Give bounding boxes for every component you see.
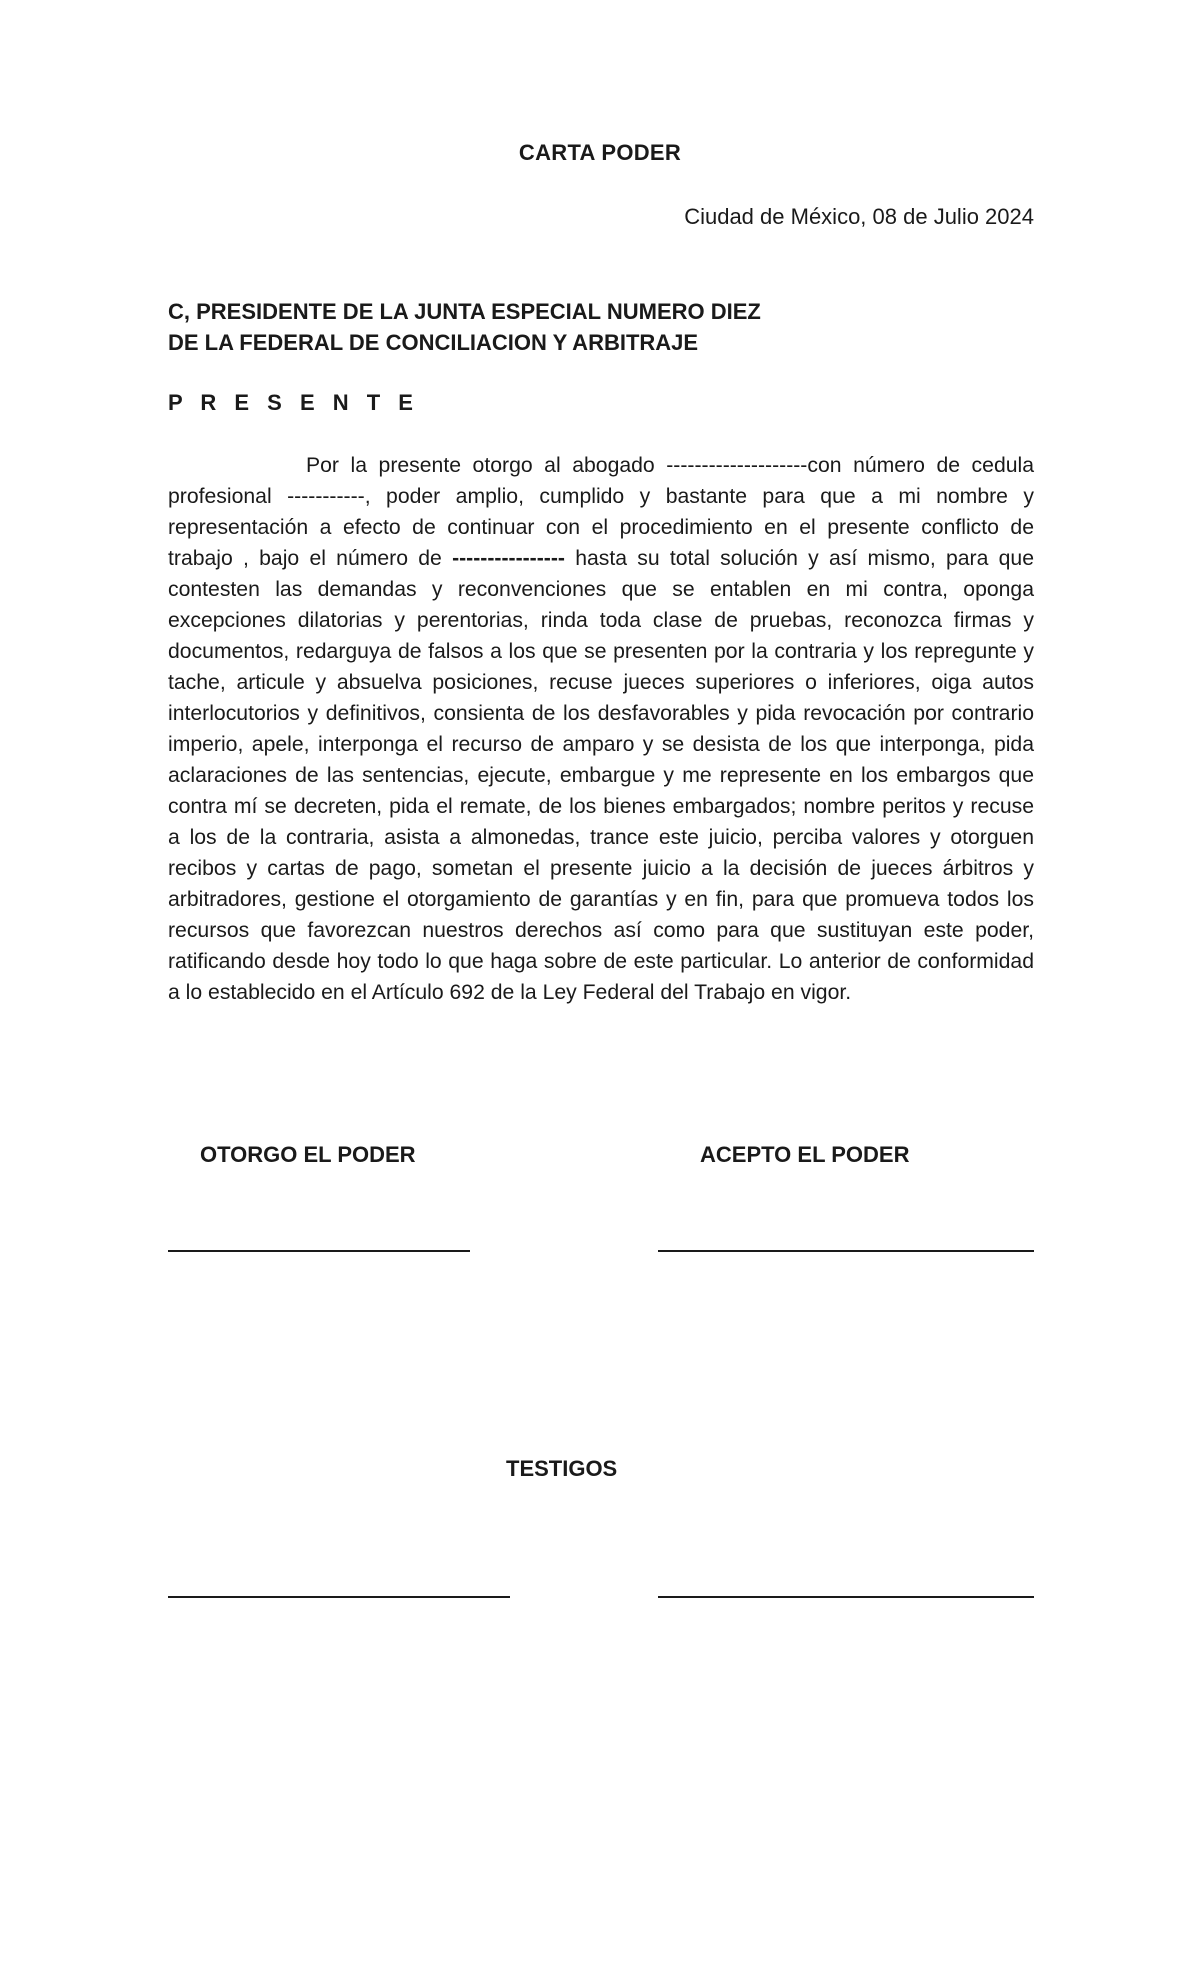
document-title: CARTA PODER xyxy=(518,140,682,165)
addressee-line-2: DE LA FEDERAL DE CONCILIACION Y ARBITRAJE xyxy=(168,330,699,355)
witnesses-label: TESTIGOS xyxy=(506,1456,618,1481)
grantor-signature-line xyxy=(168,1250,470,1252)
grantor-signature-label: OTORGO EL PODER xyxy=(200,1142,416,1167)
attorney-signature-line xyxy=(658,1250,1034,1252)
case-number-placeholder: ---------------- xyxy=(452,547,565,570)
witness-2-signature-line xyxy=(658,1596,1034,1598)
body-text-part-1: Por la presente otorgo al abogado --------------------con número de cedula profesional -----------, poder amplio, cumplido y bastante para que a mi nombre y representación a efecto de continuar con el procedimiento en el presente conflicto de trabajo , bajo el número de xyxy=(168,454,1034,570)
body-paragraph xyxy=(168,450,1034,1008)
date-line: Ciudad de México, 08 de Julio 2024 xyxy=(684,204,1034,229)
addressee-block xyxy=(168,296,761,358)
attorney-signature-label: ACEPTO EL PODER xyxy=(700,1142,910,1167)
salutation: P R E S E N T E xyxy=(168,390,419,415)
witness-1-signature-line xyxy=(168,1596,510,1598)
body-text-part-2: hasta su total solución y así mismo, para que contesten las demandas y reconvenciones que se entablen en mi contra, oponga excepciones dilatorias y perentorias, rinda toda clase de pruebas, reconozca firmas y documentos, redarguya de falsos a los que se presenten por la contraria y los repregunte y tache, articule y absuelva posiciones, recuse jueces superiores o inferiores, oiga autos interlocutorios y definitivos, consienta de los desfavorables y pida revocación por contrario imperio, apele, interponga el recurso de amparo y se desista de los que interponga, pida aclaraciones de las sentencias, ejecute, embargue y me represente en los embargos que contra mí se decreten, pida el remate, de los bienes embargados; nombre peritos y recuse a los de la contraria, asista a almonedas, trance este juicio, perciba valores y otorguen recibos y cartas de pago, sometan el presente juicio a la decisión de jueces árbitros y arbitradores, gestione el otorgamiento de garantías y en fin, para que promueva todos los recursos que favorezcan nuestros derechos así como para que sustituyan este poder, ratificando desde hoy todo lo que haga sobre de este particular. Lo anterior de conformidad a lo establecido en el Artículo 692 de la Ley Federal del Trabajo en vigor. xyxy=(168,547,1034,1004)
addressee-line-1: C, PRESIDENTE DE LA JUNTA ESPECIAL NUMERO DIEZ xyxy=(168,299,761,324)
